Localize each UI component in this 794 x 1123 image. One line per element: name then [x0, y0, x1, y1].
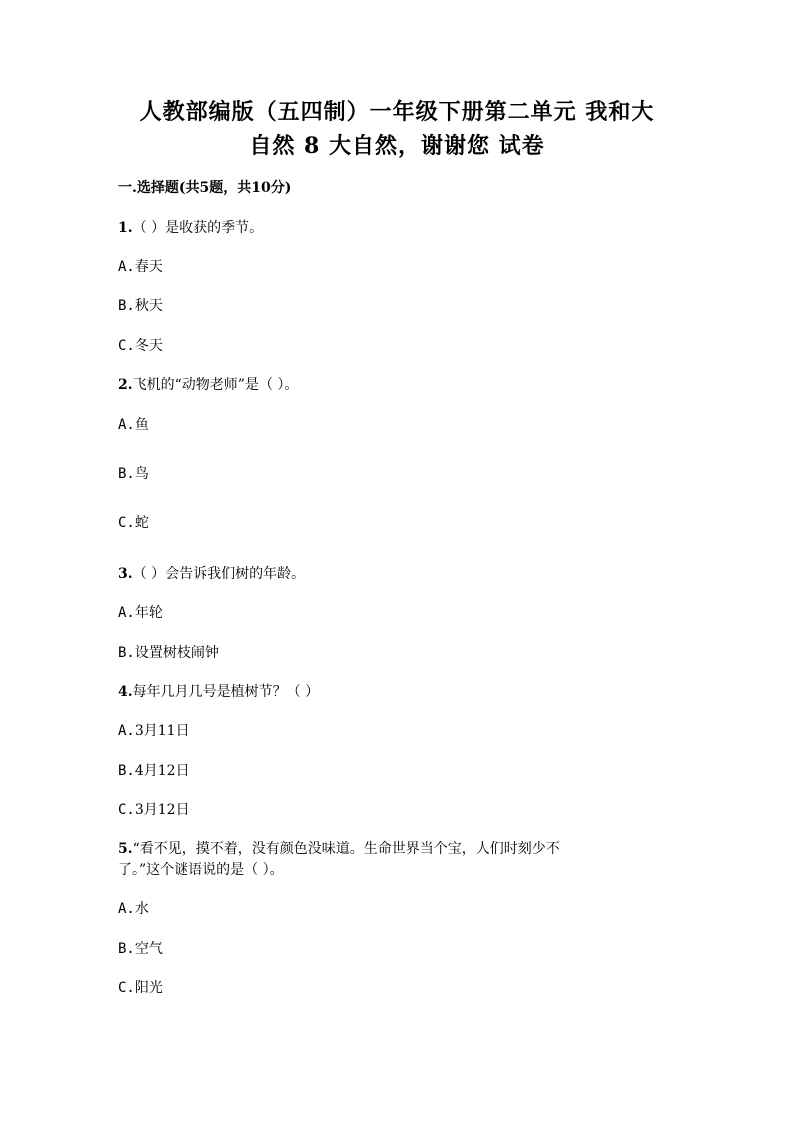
option-text: 3月12日: [134, 802, 190, 818]
option-letter: B.: [118, 298, 135, 314]
option-letter: A.: [118, 901, 135, 917]
option-text: 冬天: [134, 338, 163, 354]
option-letter: A.: [118, 417, 135, 433]
question-5-option-a: [118, 900, 149, 918]
section-heading: 一.选择题(共5题，共10分): [118, 180, 292, 196]
option-letter: B.: [118, 763, 135, 779]
question-text: （ ）会告诉我们树的年龄。: [132, 566, 306, 582]
option-text: 4月12日: [134, 763, 190, 779]
option-text: 春天: [134, 259, 163, 275]
question-text: “看不见，摸不着，没有颜色没味道。生命世界当个宝，人们时刻少不: [132, 841, 560, 857]
option-text: 秋天: [134, 298, 163, 314]
option-letter: C.: [118, 338, 135, 354]
document-title-line-1: 人教部编版（五四制）一年级下册第二单元 我和大: [139, 99, 655, 125]
question-5: [118, 840, 560, 858]
option-letter: B.: [118, 941, 135, 957]
question-1-option-c: [118, 337, 163, 355]
question-1: [118, 219, 263, 237]
question-text: （ ）是收获的季节。: [132, 220, 264, 236]
question-4-option-a: [118, 722, 190, 740]
option-text: 鱼: [134, 417, 149, 433]
option-letter: B.: [118, 645, 135, 661]
question-3-option-a: [118, 604, 163, 622]
question-2-option-a: [118, 416, 149, 434]
option-letter: C.: [118, 802, 135, 818]
option-text: 蛇: [134, 515, 149, 531]
question-2-option-c: [118, 514, 149, 532]
option-text: 设置树枝闹钟: [134, 645, 219, 661]
question-4-option-b: [118, 762, 190, 780]
option-text: 鸟: [134, 466, 149, 482]
question-1-option-b: [118, 297, 163, 315]
question-number: 2.: [118, 377, 133, 393]
question-4: [118, 683, 319, 701]
question-number: 1.: [118, 220, 133, 236]
question-text: 每年几月几号是植树节？（ ）: [132, 684, 320, 700]
question-1-option-a: [118, 258, 163, 276]
question-text: 飞机的“动物老师”是（ ）。: [132, 377, 299, 393]
option-text: 空气: [134, 941, 163, 957]
option-letter: C.: [118, 515, 135, 531]
option-text: 年轮: [134, 605, 163, 621]
option-text: 3月11日: [134, 723, 190, 739]
question-number: 4.: [118, 684, 133, 700]
question-number: 5.: [118, 841, 133, 857]
option-text: 阳光: [134, 980, 163, 996]
option-text: 水: [134, 901, 149, 917]
option-letter: A.: [118, 259, 135, 275]
option-letter: A.: [118, 723, 135, 739]
question-2-option-b: [118, 465, 149, 483]
option-letter: C.: [118, 980, 135, 996]
question-2: [118, 376, 298, 394]
question-4-option-c: [118, 801, 190, 819]
option-letter: A.: [118, 605, 135, 621]
question-5-option-c: [118, 979, 163, 997]
question-5-option-b: [118, 940, 163, 958]
question-5-continuation: 了。”这个谜语说的是（ ）。: [118, 862, 284, 878]
question-3: [118, 565, 305, 583]
question-3-option-b: [118, 644, 219, 662]
document-title-line-2: 自然 8 大自然，谢谢您 试卷: [249, 133, 545, 159]
question-number: 3.: [118, 566, 133, 582]
option-letter: B.: [118, 466, 135, 482]
